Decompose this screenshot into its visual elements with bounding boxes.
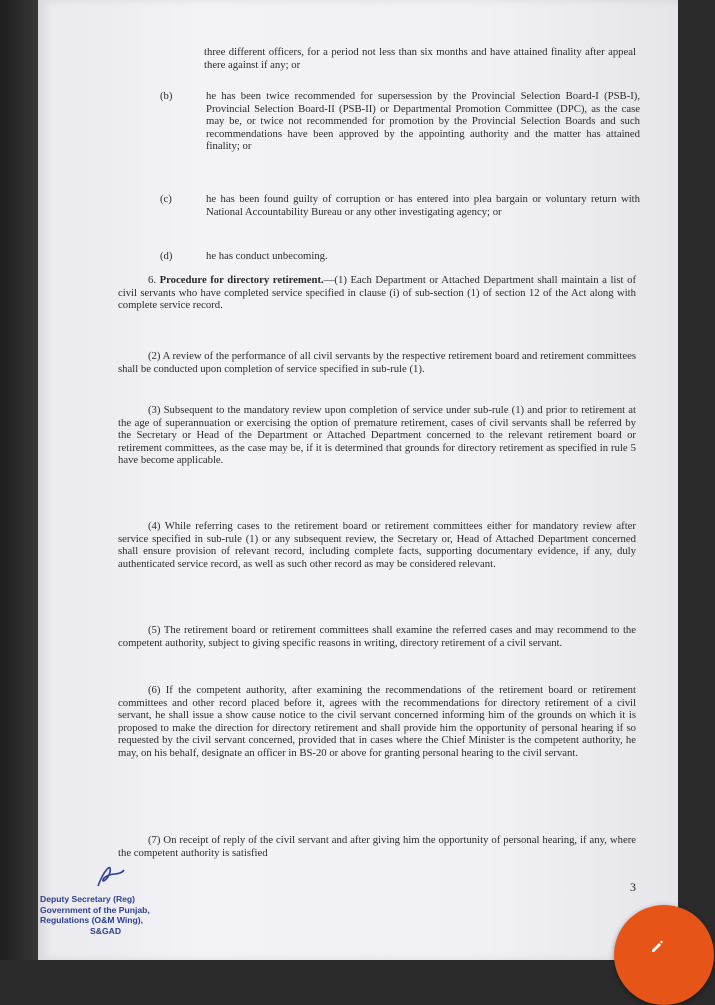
clause-text: he has been found guilty of corruption or has entered into plea bargain or voluntary return with National Accountability Bureau or any other investigating agency; or — [206, 193, 640, 218]
sub-rule-6 — [118, 684, 636, 760]
paragraph-text: —(1) Each Department or Attached Department shall maintain a list of civil servants who have completed service specified in clause (i) of sub-section (1) of section 12 of the Act along with complete service record. — [118, 274, 637, 312]
sub-rule-text: (4) While referring cases to the retirement board or retirement committees either for mandatory review after service specified in sub-rule (1) or any subsequent review, the Secretary or, Head of Attached Department concerned shall ensure provision of relevant record, including complete facts, supporting documentary evidence, if any, duly authenticated service record, as well as such other record as may be considered relevant. — [118, 520, 636, 570]
clause-marker: (c) — [160, 193, 172, 205]
stamp-line: Regulations (O&M Wing), — [40, 915, 144, 926]
sub-rule-7 — [118, 834, 636, 859]
sub-rule-text: (5) The retirement board or retirement committees shall examine the referred cases and may recommend to the competent authority, subject to giving specific reasons in writing, directory retirement of a civil servant. — [118, 624, 636, 649]
sub-rule-text: (6) If the competent authority, after examining the recommendations of the retirement board or retirement committees and other record placed before it, agrees with the recommendations for directory retirement of a civil servant, he shall issue a show cause notice to the civil servant concerned informing him of the grounds on which it is proposed to make the direction for directory retirement and shall provide him the opportunity of personal hearing if so requested by the civil servant concerned, provided that in cases where the Chief Minister is the competent authority, he may, on his behalf, designate an officer in BS-20 or above for granting personal hearing to the civil servant. — [118, 684, 636, 759]
sub-rule-3 — [118, 404, 636, 467]
sub-rule-text: (2) A review of the performance of all civil servants by the respective retirement board and retirement committees shall be conducted upon completion of service specified in sub-rule (1). — [118, 350, 636, 375]
stamp-line: S&GAD — [90, 925, 122, 936]
signature-mark — [90, 860, 130, 890]
paragraph-number: 6. — [148, 274, 157, 286]
sub-rule-5 — [118, 624, 636, 649]
edit-fab-button[interactable] — [614, 905, 714, 1005]
edit-icon — [650, 939, 664, 953]
intro-paragraph: three different officers, for a period not less than six months and have attained finality after appeal there against if any; or — [204, 46, 636, 71]
page-number: 3 — [630, 880, 636, 894]
stamp-line: Deputy Secretary (Reg) — [40, 894, 136, 904]
paragraph-heading: Procedure for directory retirement. — [159, 274, 324, 286]
clause-marker: (b) — [160, 90, 173, 102]
clause-marker: (d) — [160, 250, 173, 262]
sub-rule-4 — [118, 520, 636, 570]
clause-text: he has been twice recommended for supersession by the Provincial Selection Board-I (PSB-I), Provincial Selection Board-II (PSB-II) or Departmental Promotion Committee (DPC), as the case may be, or twice not recommended for promotion by the Provincial Selection Boards and such recommendations have been approved by the appointing authority and the matter has attained finality; or — [206, 90, 640, 153]
intro-text — [204, 46, 636, 71]
scan-background — [0, 0, 42, 960]
sub-rule-text: (3) Subsequent to the mandatory review upon completion of service under sub-rule (1) and prior to retirement at the age of superannuation or exercising the option of premature retirement, cases of civil servants shall be referred by the Secretary or Head of the Department or Attached Department concerned to the relevant retirement board or retirement committees, as the case may be, if it is determined that grounds for directory retirement as specified in rule 5 have become applicable. — [118, 404, 636, 467]
sub-rule-2 — [118, 350, 636, 375]
paragraph-6 — [118, 274, 636, 312]
clause-text: he has conduct unbecoming. — [206, 250, 328, 262]
stamp-line: Government of the Punjab, — [40, 904, 150, 915]
sub-rule-text: (7) On receipt of reply of the civil servant and after giving him the opportunity of personal hearing, if any, where the competent authority is satisfied — [118, 834, 636, 859]
